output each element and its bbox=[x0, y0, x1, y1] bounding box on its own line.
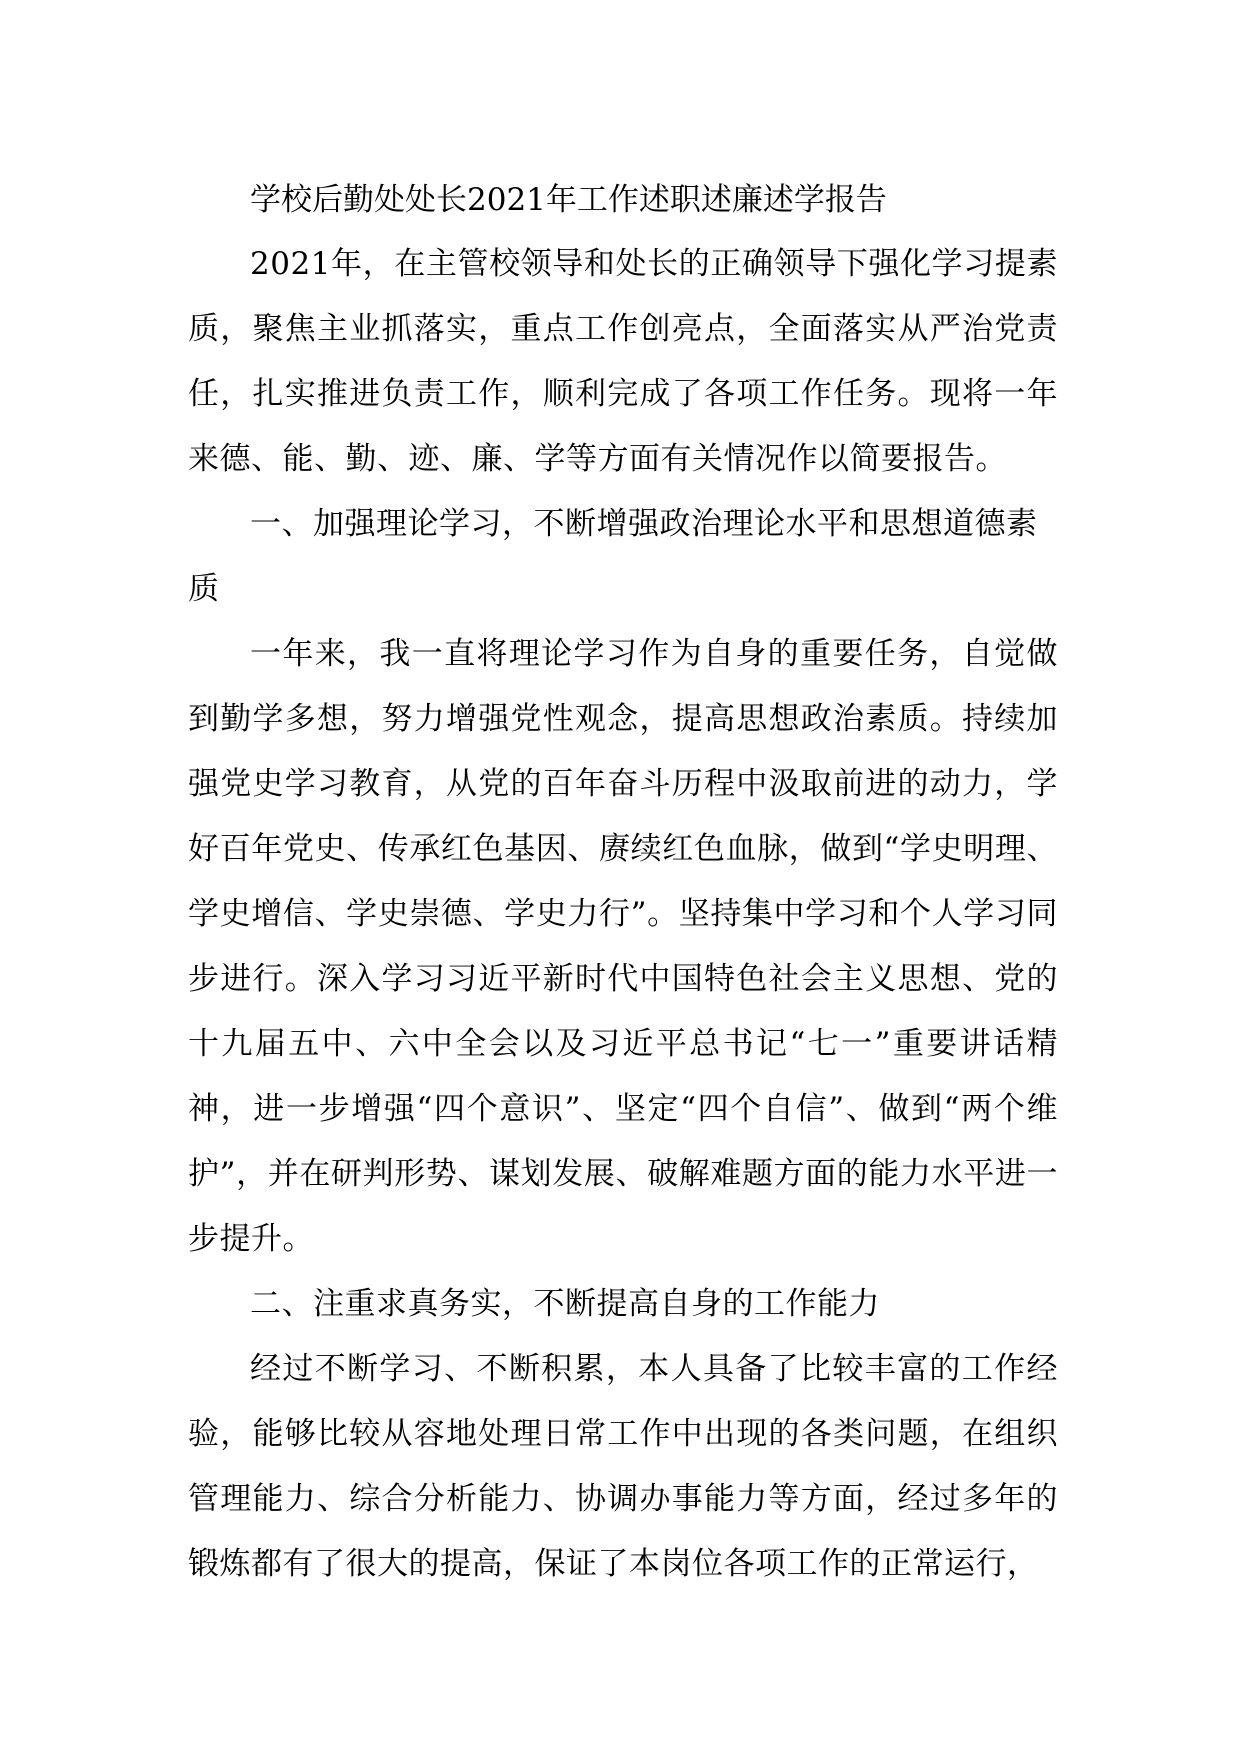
section-heading-1: 一、加强理论学习，不断增强政治理论水平和思想道德素质 bbox=[188, 506, 1038, 607]
document-body bbox=[188, 168, 1058, 1597]
paragraph-work-ability: 经过不断学习、不断积累，本人具备了比较丰富的工作经验，能够比较从容地处理日常工作中出现的各类问题，在组织管理能力、综合分析能力、协调办事能力等方面，经过多年的锻炼都有了很大的提高，保证了本岗位各项工作的正常运行， bbox=[188, 1351, 1058, 1582]
section-heading-2: 二、注重求真务实，不断提高自身的工作能力 bbox=[250, 1286, 880, 1322]
paragraph-intro: 2021年，在主管校领导和处长的正确领导下强化学习提素质，聚焦主业抓落实，重点工作创亮点，全面落实从严治党责任，扎实推进负责工作，顺利完成了各项工作任务。现将一年来德、能、勤、迹、廉、学等方面有关情况作以简要报告。 bbox=[188, 246, 1058, 477]
document-title: 学校后勤处处长2021年工作述职述廉述学报告 bbox=[250, 182, 887, 218]
paragraph-theory-study: 一年来，我一直将理论学习作为自身的重要任务，自觉做到勤学多想，努力增强党性观念，提高思想政治素质。持续加强党史学习教育，从党的百年奋斗历程中汲取前进的动力，学好百年党史、传承红色基因、赓续红色血脉，做到“学史明理、学史增信、学史崇德、学史力行”。坚持集中学习和个人学习同步进行。深入学习习近平新时代中国特色社会主义思想、党的十九届五中、六中全会以及习近平总书记“七一”重要讲话精神，进一步增强“四个意识”、坚定“四个自信”、做到“两个维护”，并在研判形势、谋划发展、破解难题方面的能力水平进一步提升。 bbox=[188, 636, 1058, 1257]
